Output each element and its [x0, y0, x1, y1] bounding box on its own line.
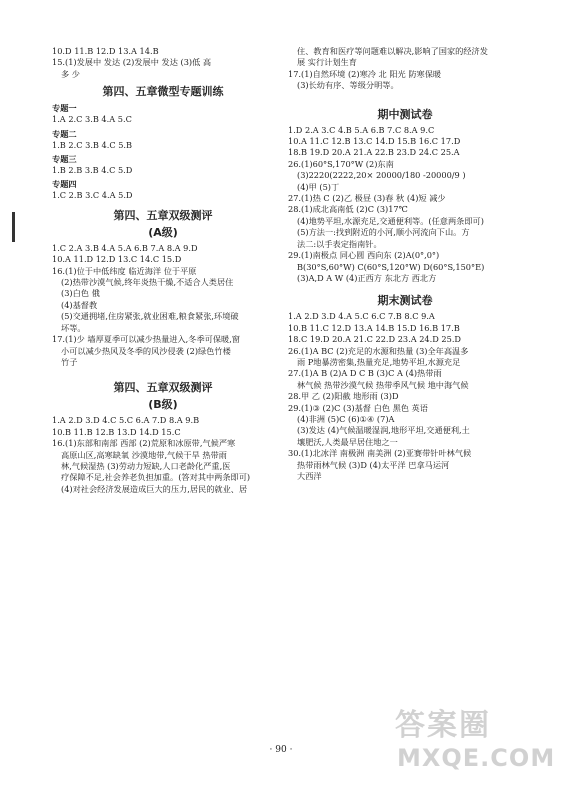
special-topic-answer: 1.B 2.B 3.B 4.C 5.D: [52, 165, 133, 176]
answer-line: 展 实行计划生育: [297, 57, 357, 68]
answer-line: (4)非洲 (5)C (6)①④ (7)A: [297, 413, 395, 424]
answer-line: 18.C 19.D 20.A 21.C 22.D 23.A 24.D 25.D: [288, 334, 461, 345]
answer-line: 29.(1)南极点 同心圆 西向东 (2)A(0°,0°): [288, 250, 440, 261]
answer-line: (4)基督教: [61, 299, 98, 310]
answer-line: 多 少: [61, 68, 80, 79]
answer-line: 林,气候湿热 (3)劳动力短缺,人口老龄化严重,医: [61, 460, 231, 471]
answer-line: (4)对社会经济发展造成巨大的压力,居民的就业、居: [61, 483, 248, 494]
left-column: [52, 46, 274, 495]
binding-mark: [12, 212, 15, 242]
answer-line: (5)交通拥堵,住房紧张,就业困难,粮食紧张,环境破: [61, 311, 239, 322]
answer-line: 1.A 2.D 3.D 4.A 5.C 6.C 7.B 8.C 9.A: [288, 311, 435, 322]
final-answers: [288, 311, 522, 482]
answer-line: 10.B 11.C 12.D 13.A 14.B 15.D 16.B 17.B: [288, 322, 460, 333]
special-topic-answer: 1.C 2.B 3.C 4.A 5.D: [52, 190, 133, 201]
midterm-answers: [288, 125, 522, 285]
answer-line: 10.A 11.D 12.D 13.C 14.C 15.D: [52, 254, 182, 265]
answer-line: 小可以减少热风及冬季的风沙侵袭 (2)绿色竹楼: [61, 345, 231, 356]
answer-line: 18.B 19.D 20.A 21.A 22.B 23.D 24.C 25.A: [288, 147, 460, 158]
answer-line: 16.(1)位于中低纬度 临近海洋 位于平原: [52, 265, 197, 276]
left-top-answers: [52, 46, 274, 80]
answer-line: 27.(1)热 C (2)乙 极昼 (3)春 秋 (4)短 减少: [288, 193, 446, 204]
answer-line: 高原山区,高寒缺氧 沙漠地带,气候干旱 热带雨: [61, 449, 227, 460]
test-a-level: (A级): [148, 225, 178, 239]
right-top-answers: [288, 46, 522, 92]
special-topic-label: 专题四: [52, 179, 77, 190]
answer-line: 16.(1)东部和南部 西部 (2)荒原和冰原带,气候严寒: [52, 438, 236, 449]
test-b-level: (B级): [148, 398, 178, 412]
page-number: · 90 ·: [269, 745, 293, 755]
answer-line: 29.(1)③ (2)C (3)基督 白色 黑色 英语: [288, 402, 428, 413]
answer-line: 坏等。: [61, 322, 86, 333]
watermark-bottom: MXQE.COM: [397, 744, 556, 772]
special-topic-label: 专题二: [52, 128, 77, 139]
midterm-title: 期中测试卷: [377, 107, 433, 121]
answer-line: 26.(1)A BC (2)充足的水源和热量 (3)全年高温多: [288, 345, 469, 356]
answer-line: 27.(1)A B (2)A D C B (3)C A (4)热带雨: [288, 368, 442, 379]
test-a-title: 第四、五章双级测评: [113, 208, 213, 222]
special-training-title: 第四、五章微型专题训练: [102, 85, 224, 99]
test-b-answers: [52, 415, 274, 495]
answer-line: 壤肥沃,人类最早居住地之一: [297, 436, 398, 447]
special-topics: [52, 102, 274, 202]
answer-line: (3)发达 (4)气候温暖湿润,地形平坦,交通便利,土: [297, 425, 470, 436]
answer-line: 28.甲 乙 (2)阳截 地形雨 (3)D: [288, 391, 399, 402]
answer-line: 法二:以手表定指南针。: [297, 238, 382, 249]
test-b-title: 第四、五章双级测评: [113, 381, 213, 395]
test-a-answers: [52, 243, 274, 368]
answer-line: 15.(1)发展中 发达 (2)发展中 发达 (3)低 高: [52, 57, 212, 68]
answer-line: 30.(1)北冰洋 南极洲 南美洲 (2)亚赛带针叶林气候: [288, 448, 472, 459]
answer-line: 1.A 2.D 3.D 4.C 5.C 6.A 7.D 8.A 9.B: [52, 415, 200, 426]
answer-line: 28.(1)成北高南低 (2)C (3)17℃: [288, 204, 408, 215]
special-topic-answer: 1.A 2.C 3.B 4.A 5.C: [52, 114, 132, 125]
answer-line: 26.(1)60°S,170°W (2)东南: [288, 158, 394, 169]
answer-line: 17.(1)少 墙厚夏季可以减少热量进入,冬季可保暖,窗: [52, 334, 240, 345]
answer-line: 雨 P地暴涝密集,热量充足,地势平坦,水源充足: [297, 356, 461, 367]
answer-line: 疗保障不足,社会养老负担加重。(答对其中两条即可): [61, 472, 251, 483]
answer-line: (3)长幼有序、等级分明等。: [297, 80, 399, 91]
answer-line: 热带雨林气候 (3)D (4)太平洋 巴拿马运河: [297, 459, 450, 470]
watermark-top: 答案圈: [395, 708, 491, 743]
answer-line: 竹子: [61, 356, 78, 367]
right-column: [288, 46, 522, 482]
special-topic-label: 专题三: [52, 154, 77, 165]
answer-line: 1.C 2.A 3.B 4.A 5.A 6.B 7.A 8.A 9.D: [52, 242, 198, 253]
answer-line: 10.B 11.B 12.B 13.D 14.D 15.C: [52, 426, 181, 437]
answer-line: 10.D 11.B 12.D 13.A 14.B: [52, 46, 159, 56]
answer-line: 17.(1)自然环境 (2)寒冷 北 阳光 防寒保暖: [288, 68, 442, 79]
answer-line: (3)白色 俄: [61, 288, 100, 299]
answer-line: 住、教育和医疗等问题难以解决,影响了国家的经济发: [297, 46, 488, 56]
final-title: 期末测试卷: [377, 294, 433, 308]
watermark-logo: [395, 700, 555, 786]
answer-line: (4)地势平坦,水源充足,交通便利等。(任意两条即可): [297, 215, 484, 226]
answer-line: 大西洋: [297, 471, 322, 481]
answer-line: 林气候 热带沙漠气候 热带季风气候 地中海气候: [297, 379, 469, 390]
answer-line: 10.A 11.C 12.B 13.C 14.D 15.B 16.C 17.D: [288, 136, 461, 147]
answer-line: B(30°S,60°W) C(60°S,120°W) D(60°S,150°E): [297, 261, 485, 272]
answer-line: (2)热带沙漠气候,终年炎热干燥,不适合人类居住: [61, 277, 234, 288]
special-topic-label: 专题一: [52, 103, 77, 114]
answer-line: 1.D 2.A 3.C 4.B 5.A 6.B 7.C 8.A 9.C: [288, 124, 435, 135]
answer-line: (4)甲 (5)丁: [297, 181, 340, 192]
answer-line: (3)A,D A W (4)正西方 东北方 西北方: [297, 272, 437, 283]
special-topic-answer: 1.B 2.C 3.B 4.C 5.B: [52, 139, 133, 150]
answer-line: (3)2220(2222,20× 20000/180 -20000/9 ): [297, 170, 466, 181]
answer-line: (5)方法一:找到附近的小河,顺小河流向下山。方: [297, 227, 470, 238]
